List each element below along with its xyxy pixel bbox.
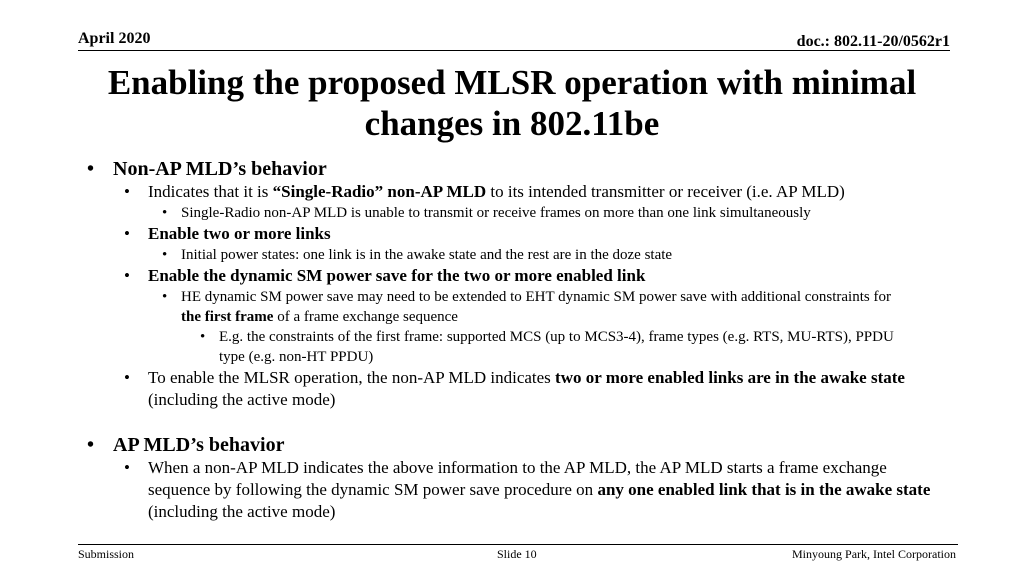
bullet-glyph: • — [162, 289, 168, 305]
section-spacer — [0, 411, 1024, 434]
bullet-text: (including the active mode) — [148, 502, 336, 521]
bullet-glyph: • — [124, 224, 130, 243]
bullet-dynamic-sm-power-save — [0, 265, 1024, 287]
bullet-glyph: • — [162, 205, 168, 221]
bullet-non-ap-behavior — [0, 158, 1024, 181]
footer-divider — [78, 544, 958, 545]
bullet-text: to its intended transmitter or receiver (i.e. AP MLD) — [486, 182, 845, 201]
bullet-emphasis: Enable two or more links — [148, 224, 331, 243]
bullet-emphasis: Enable the dynamic SM power save for the two or more enabled link — [148, 266, 646, 285]
slide-title-line-2: changes in 802.11be — [364, 104, 660, 143]
bullet-ap-behavior — [0, 434, 1024, 457]
bullet-emphasis: two or more enabled links are in the awake state — [555, 368, 905, 387]
bullet-emphasis: any one enabled link that is in the awake state — [597, 480, 931, 499]
bullet-glyph: • — [87, 158, 95, 180]
bullet-ap-frame-exchange — [0, 457, 1024, 523]
bullet-single-radio-indication — [0, 181, 1024, 203]
bullet-text: E.g. the constraints of the first frame: supported MCS (up to MCS3-4), frame types (e.g. RTS, MU-RTS), PPDU type (e.g. non-HT PPDU) — [219, 329, 894, 365]
header-date: April 2020 — [78, 30, 151, 47]
bullet-enable-links — [0, 223, 1024, 245]
slide-content — [0, 158, 1024, 523]
bullet-emphasis: the first frame — [181, 309, 274, 325]
bullet-text: To enable the MLSR operation, the non-AP MLD indicates — [148, 368, 556, 387]
bullet-glyph: • — [124, 266, 130, 285]
non-ap-heading: Non-AP MLD’s behavior — [113, 158, 327, 180]
footer-author: Minyoung Park, Intel Corporation — [792, 547, 956, 561]
bullet-glyph: • — [162, 247, 168, 263]
bullet-text: (including the active mode) — [148, 390, 336, 409]
bullet-glyph: • — [124, 182, 130, 201]
bullet-glyph: • — [124, 368, 130, 387]
bullet-enable-mlsr — [0, 367, 1024, 411]
bullet-text: Indicates that it is — [148, 182, 273, 201]
bullet-text: Initial power states: one link is in the awake state and the rest are in the doze state — [181, 247, 673, 263]
slide-title — [60, 62, 964, 144]
bullet-emphasis: “Single-Radio” non-AP MLD — [272, 182, 487, 201]
bullet-text: Single-Radio non-AP MLD is unable to transmit or receive frames on more than one link simultaneously — [181, 205, 811, 221]
bullet-glyph: • — [87, 434, 95, 456]
header-divider — [78, 50, 950, 51]
bullet-glyph: • — [200, 329, 206, 345]
bullet-single-radio-detail — [0, 203, 1024, 223]
slide-title-line-1: Enabling the proposed MLSR operation with minimal — [107, 63, 917, 102]
footer-submission: Submission — [78, 547, 135, 561]
bullet-he-sm-power-save — [0, 287, 1024, 327]
footer-slide-number: Slide 10 — [497, 547, 537, 561]
bullet-first-frame-constraints — [0, 327, 1024, 367]
ap-heading: AP MLD’s behavior — [113, 434, 285, 456]
bullet-text: of a frame exchange sequence — [273, 309, 458, 325]
bullet-glyph: • — [124, 458, 130, 477]
header-doc-id: doc.: 802.11-20/0562r1 — [796, 33, 950, 50]
bullet-text: HE dynamic SM power save may need to be extended to EHT dynamic SM power save with additional constraints for — [181, 289, 891, 305]
bullet-initial-power-states — [0, 245, 1024, 265]
bullet-text: When a non-AP MLD indicates the above information to the AP MLD, the AP MLD starts a frame exchange sequence by following the dynamic SM power save procedure on — [148, 458, 887, 499]
